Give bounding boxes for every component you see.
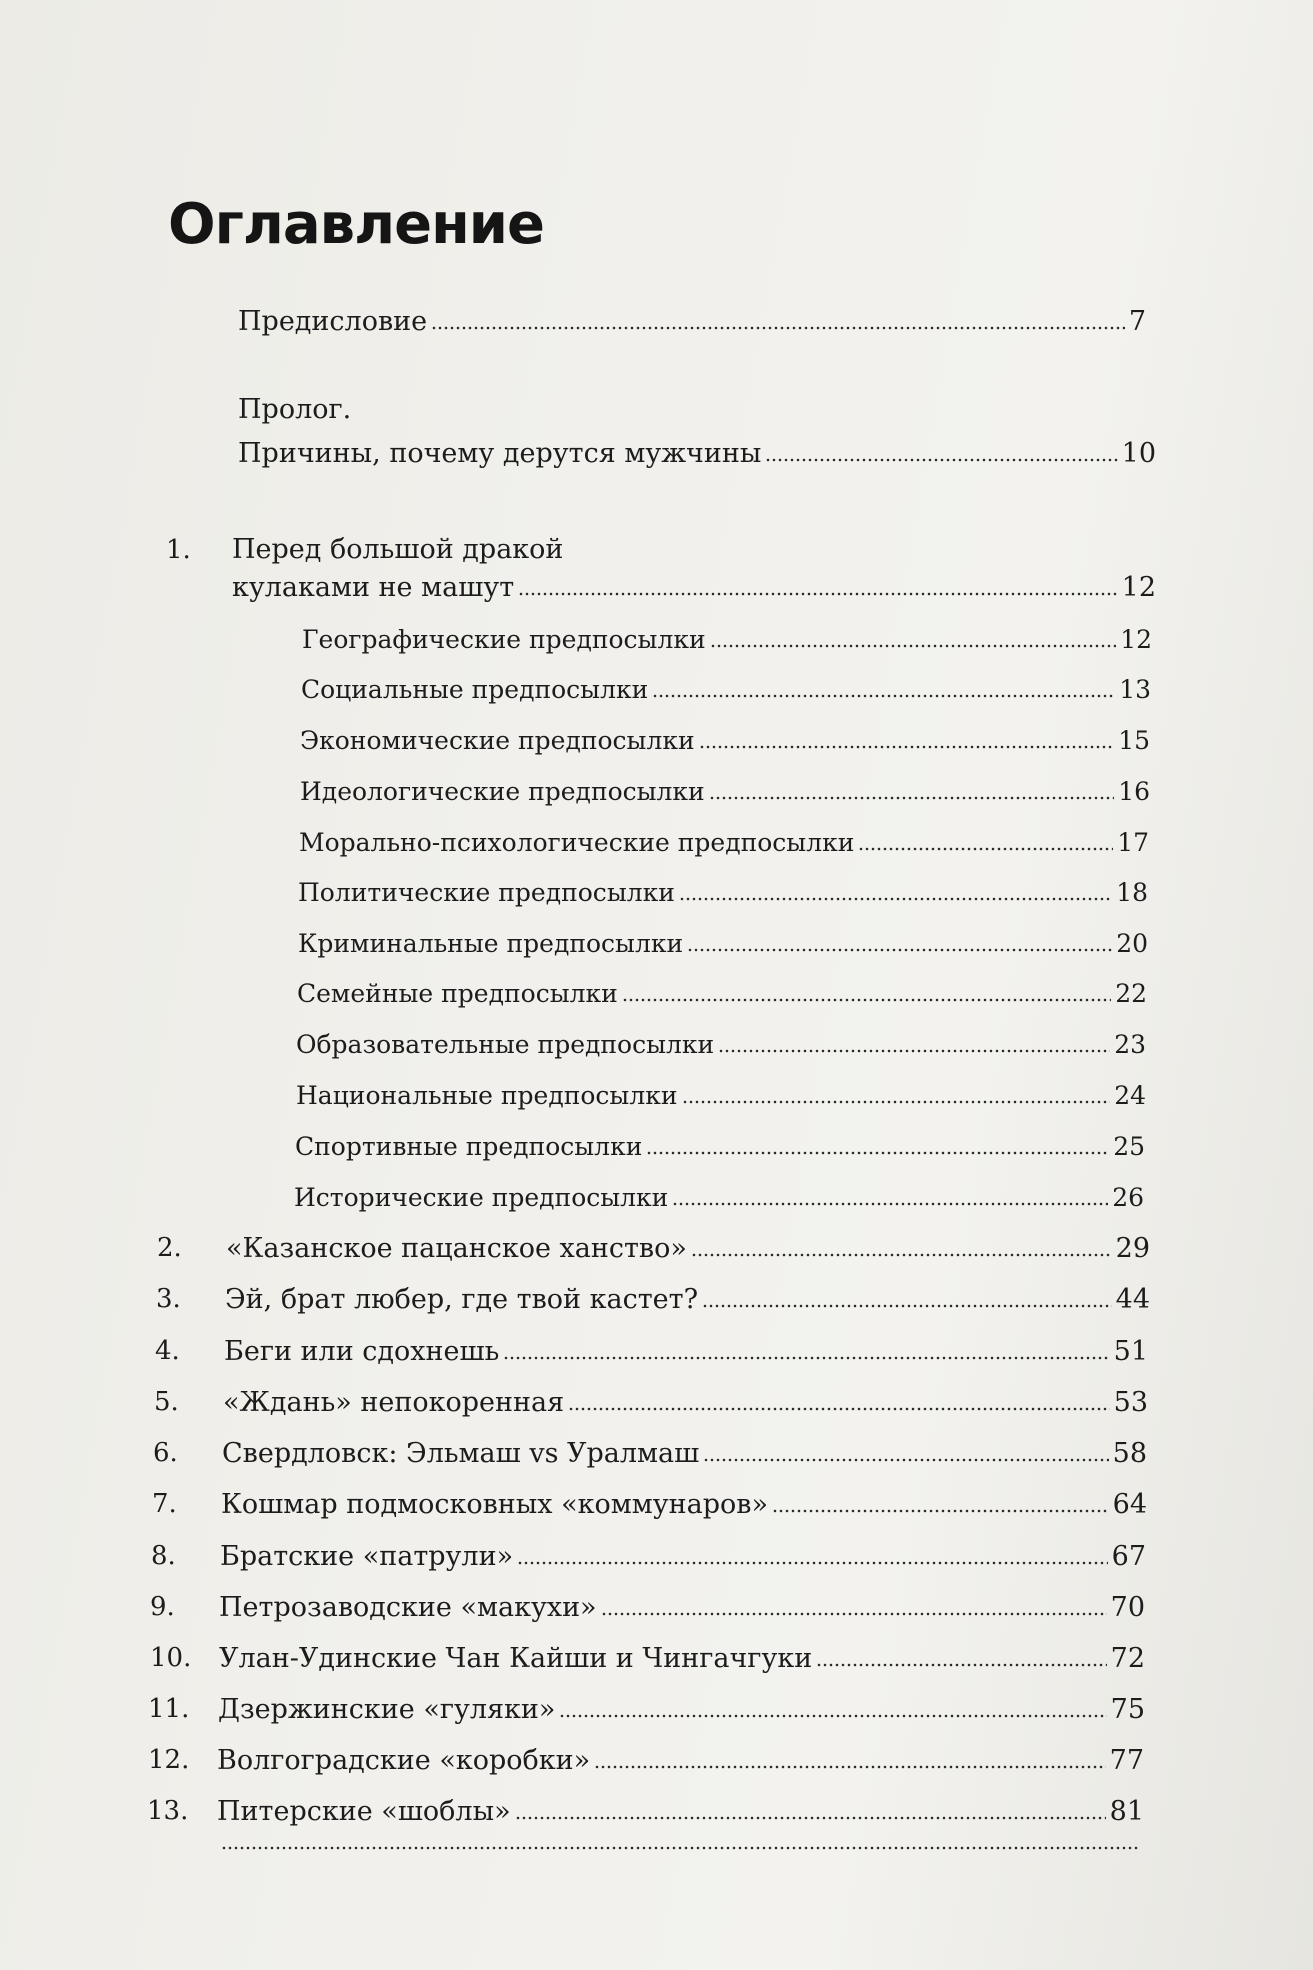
toc-entry-label: кулаками не машут [232,572,515,603]
toc-section-label: Экономические предпосылки [300,726,695,755]
toc-entry-label: Кошмар подмосковных «коммунаров» [221,1489,768,1520]
toc-section-label: Социальные предпосылки [301,675,649,704]
toc-entry-page: 53 [1113,1387,1148,1418]
toc-section-page: 12 [1120,625,1152,654]
page-title: Оглавление [168,192,545,257]
chapter-number: 3. [156,1284,181,1314]
toc-entry-label: Предисловие [238,306,428,337]
toc-section-label: Национальные предпосылки [296,1081,678,1110]
toc-section-page: 16 [1118,777,1150,806]
toc-entry-chapter[interactable] [219,1642,1145,1680]
chapter-number: 9. [150,1592,175,1622]
toc-section[interactable] [295,1130,1145,1166]
toc-section-label: Образовательные предпосылки [296,1030,715,1059]
leader-dots [858,847,1113,851]
toc-section-page: 15 [1118,726,1150,755]
toc-entry-prologue[interactable] [238,393,1156,483]
toc-entry-chapter[interactable] [224,1335,1148,1373]
leader-dots [679,897,1112,901]
toc-entry-page: 81 [1109,1796,1144,1827]
toc-section[interactable] [300,724,1150,760]
toc-section-label: Политические предпосылки [298,878,675,907]
toc-entry-page: 75 [1110,1694,1145,1725]
toc-section[interactable] [298,876,1148,912]
toc-entry-chapter[interactable] [226,1232,1150,1270]
toc-section[interactable] [302,623,1152,659]
chapter-number: 13. [147,1796,189,1826]
toc-entry-page: 67 [1111,1541,1146,1572]
toc-section[interactable] [300,775,1150,811]
chapter-number: 2. [157,1233,182,1263]
toc-entry-chapter[interactable] [225,1283,1150,1321]
leader-dots [559,1714,1106,1718]
toc-entry-chapter[interactable] [217,1795,1144,1833]
leader-dots [221,1846,1139,1850]
toc-entry-chapter-1[interactable] [232,533,1156,623]
chapter-number: 1. [166,535,191,565]
toc-section-label: Криминальные предпосылки [298,929,684,958]
chapter-number: 6. [153,1438,178,1468]
leader-dots [431,326,1125,330]
toc-section-label: Идеологические предпосылки [300,777,705,806]
chapter-number: 11. [148,1694,190,1724]
toc-section-page: 13 [1119,675,1151,704]
leader-dots [772,1509,1109,1513]
toc-entry-page: 64 [1112,1489,1147,1520]
toc-entry-chapter[interactable] [218,1693,1145,1731]
toc-entry-page: 58 [1112,1438,1147,1469]
toc-entry-label: Эй, брат любер, где твой кастет? [225,1284,699,1315]
toc-entry-page: 10 [1121,438,1156,469]
toc-entry-page: 29 [1115,1233,1150,1264]
toc-entry-chapter[interactable] [219,1591,1145,1629]
toc-section-label: Географические предпосылки [302,625,706,654]
toc-entry-label: Беги или сдохнешь [224,1336,500,1367]
toc-section[interactable] [296,1028,1146,1064]
toc-entry-label: «Казанское пацанское ханство» [226,1233,687,1264]
toc-section-page: 20 [1116,929,1148,958]
toc-entry-page: 70 [1110,1592,1145,1623]
leader-dots [703,1458,1108,1462]
leader-dots [594,1765,1105,1769]
toc-section[interactable] [299,826,1149,862]
leader-dots [718,1049,1110,1053]
toc-entry-label: Петрозаводские «макухи» [219,1592,597,1623]
toc-section[interactable] [294,1181,1144,1217]
toc-section-label: Морально-психологические предпосылки [299,828,855,857]
toc-section-page: 23 [1114,1030,1146,1059]
toc-section-page: 24 [1114,1081,1146,1110]
toc-entry-label: Причины, почему дерутся мужчины [238,438,762,469]
toc-entry-chapter[interactable] [220,1540,1146,1578]
leader-dots [652,694,1115,698]
chapter-number: 4. [155,1336,180,1366]
leader-dots [517,1561,1108,1565]
toc-section-page: 18 [1116,878,1148,907]
toc-section[interactable] [296,1079,1146,1115]
leader-dots [710,644,1117,648]
leader-dots [816,1663,1106,1667]
toc-section-label: Исторические предпосылки [294,1183,669,1212]
toc-entry-chapter[interactable] [221,1488,1147,1526]
toc-section-label: Семейные предпосылки [297,979,618,1008]
toc-entry-label: «Ждань» непокоренная [223,1387,565,1418]
leader-dots [518,592,1117,596]
toc-section[interactable] [301,673,1151,709]
leader-dots [601,1612,1107,1616]
toc-entry-page: 72 [1110,1643,1145,1674]
leader-dots [646,1151,1109,1155]
chapter-number: 8. [151,1541,176,1571]
chapter-number: 7. [152,1489,177,1519]
leader-dots [699,745,1115,749]
toc-entry-page: 44 [1115,1284,1150,1315]
toc-entry-page: 7 [1128,306,1146,337]
toc-entry-page: 77 [1109,1745,1144,1776]
leader-dots [622,998,1111,1002]
leader-dots [682,1100,1111,1104]
leader-dots [515,1816,1106,1820]
toc-entry-label-line1: Перед большой дракой [232,534,564,565]
toc-entry-label: Дзержинские «гуляки» [218,1694,556,1725]
leader-dots [765,458,1117,462]
toc-entry-label: Улан-Удинские Чан Кайши и Чингачгуки [219,1643,813,1674]
toc-entry-chapter[interactable] [222,1437,1147,1475]
toc-section-label: Спортивные предпосылки [295,1132,643,1161]
leader-dots [568,1407,1110,1411]
leader-dots [709,796,1114,800]
toc-entry-chapter[interactable] [217,1744,1144,1782]
toc-section-page: 17 [1117,828,1149,857]
toc-entry-label: Братские «патрули» [220,1541,514,1572]
toc-section[interactable] [297,977,1147,1013]
leader-dots [687,948,1112,952]
toc-section[interactable] [298,927,1148,963]
toc-entry-label: Свердловск: Эльмаш vs Уралмаш [222,1438,700,1469]
chapter-number: 10. [150,1643,192,1673]
toc-entry-label-line1: Пролог. [238,394,352,425]
toc-entry-page: 12 [1121,572,1156,603]
toc-entry-preface[interactable] [238,305,1146,345]
leader-dots [691,1253,1112,1257]
leader-dots [672,1202,1108,1206]
chapter-number: 12. [148,1745,190,1775]
toc-section-page: 26 [1112,1183,1144,1212]
toc-entry-chapter[interactable] [217,1846,1143,1884]
toc-entry-chapter[interactable] [223,1386,1148,1424]
toc-entry-label: Волгоградские «коробки» [217,1745,591,1776]
toc-entry-page: 51 [1113,1336,1148,1367]
leader-dots [503,1356,1109,1360]
toc-section-page: 22 [1115,979,1147,1008]
toc-entry-label: Питерские «шоблы» [217,1796,511,1827]
chapter-number: 5. [154,1387,179,1417]
leader-dots [702,1304,1112,1308]
toc-section-page: 25 [1113,1132,1145,1161]
